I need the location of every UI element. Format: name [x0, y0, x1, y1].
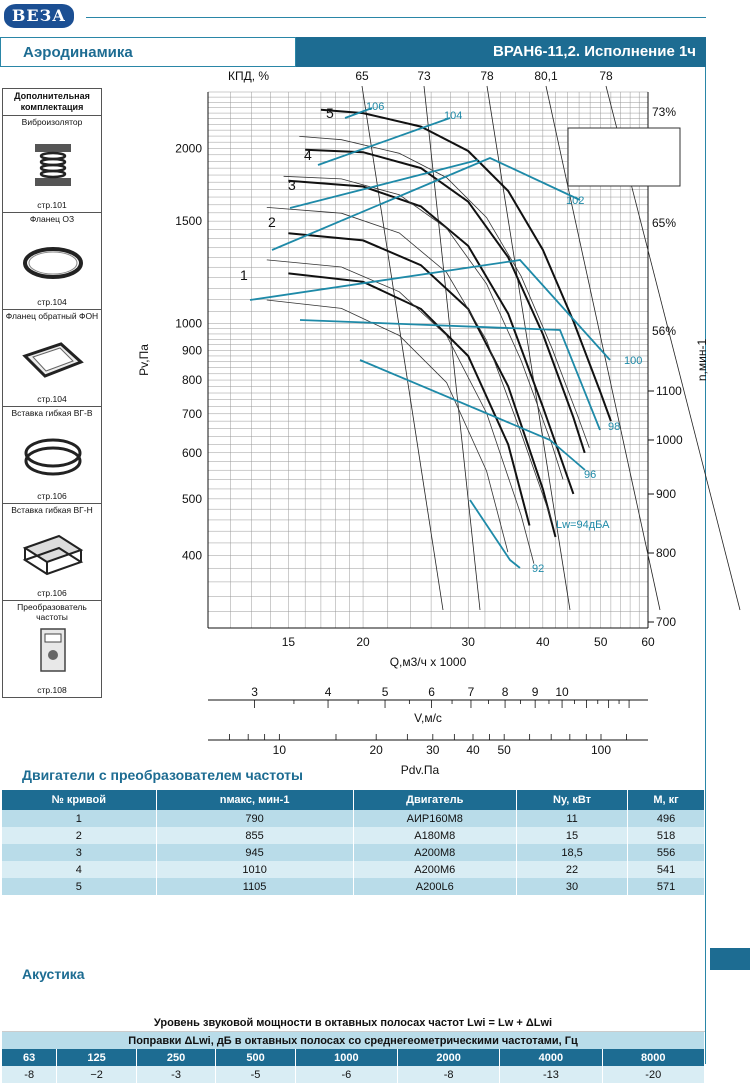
right-tick-label: 1000: [656, 433, 683, 447]
cell: 4: [2, 861, 156, 878]
cell: 1010: [156, 861, 353, 878]
motors-table: [2, 790, 705, 895]
x-tick-label: 60: [641, 635, 655, 649]
table-row: [2, 844, 705, 861]
legend-box: [568, 128, 680, 186]
freq-header: 4000: [500, 1049, 602, 1066]
accessory-name: Вставка гибкая ВГ-В: [11, 408, 93, 418]
cell: 22: [516, 861, 627, 878]
v-tick-label: 3: [251, 685, 258, 699]
y-tick-label: 800: [181, 373, 202, 388]
cell: 18,5: [516, 844, 627, 861]
freq-header: 250: [136, 1049, 215, 1066]
correction-value: -8: [2, 1066, 57, 1083]
curve-number-label: 1: [240, 267, 248, 283]
sound-level-line: [470, 500, 520, 568]
fan-curve-minor: [267, 300, 508, 552]
accessory-name: Фланец ОЗ: [29, 214, 75, 224]
right-tick-label: 1100: [656, 384, 682, 398]
cell: 11: [516, 810, 627, 827]
freq-header: 8000: [602, 1049, 704, 1066]
accessory-page: стр.104: [37, 297, 67, 307]
cell: 2: [2, 827, 156, 844]
correction-value: -5: [216, 1066, 295, 1083]
cell: 3: [2, 844, 156, 861]
x-axis-label: Q,м3/ч x 1000: [389, 655, 467, 669]
curve-number-label: 3: [288, 177, 296, 193]
page-tab-marker: [710, 948, 750, 970]
pdv-tick-label: 50: [497, 743, 511, 757]
sound-level-label: 98: [608, 421, 621, 433]
pdv-tick-label: 40: [466, 743, 480, 757]
x-tick-label: 40: [536, 635, 550, 649]
y-tick-label: 400: [181, 548, 202, 563]
accessory-name: Вставка гибкая ВГ-Н: [11, 505, 93, 515]
motors-title: Двигатели с преобразователем частоты: [22, 767, 303, 783]
pdv-tick-label: 30: [426, 743, 440, 757]
accessory-page: стр.108: [37, 685, 67, 695]
cell: АИР160М8: [353, 810, 516, 827]
table-row: [2, 878, 705, 895]
freq-header: 63: [2, 1049, 57, 1066]
cell: 5: [2, 878, 156, 895]
efficiency-tick-label: 78: [599, 69, 613, 83]
sidebar-header: Дополнительная комплектация: [3, 89, 101, 116]
efficiency-percent-label: 65%: [652, 216, 677, 230]
accessory-name: Фланец обратный ФОН: [5, 311, 99, 321]
model-title: ВРАН6-11,2. Исполнение 1ч: [493, 43, 696, 60]
v-tick-label: 6: [428, 685, 435, 699]
efficiency-percent-label: 73%: [652, 105, 677, 119]
cell: 541: [628, 861, 705, 878]
col-header: Двигатель: [353, 790, 516, 810]
cell: А200М8: [353, 844, 516, 861]
x-tick-label: 30: [461, 635, 475, 649]
correction-value: -3: [136, 1066, 215, 1083]
freq-header: 2000: [398, 1049, 500, 1066]
efficiency-axis-label: КПД, %: [228, 69, 270, 83]
accessory-name: Виброизолятор: [21, 117, 83, 127]
cell: А200М6: [353, 861, 516, 878]
cell: 945: [156, 844, 353, 861]
sound-level-label: 100: [624, 355, 643, 367]
table-row: [2, 827, 705, 844]
cell: 556: [628, 844, 705, 861]
pdv-tick-label: 20: [369, 743, 383, 757]
freq-header: 500: [216, 1049, 295, 1066]
correction-value: -8: [398, 1066, 500, 1083]
y-tick-label: 500: [181, 491, 202, 506]
sound-level-label: 96: [584, 469, 597, 481]
cell: 855: [156, 827, 353, 844]
cell: 790: [156, 810, 353, 827]
y-tick-label: 900: [181, 343, 202, 358]
cell: 30: [516, 878, 627, 895]
x-tick-label: 50: [594, 635, 608, 649]
cell: 1105: [156, 878, 353, 895]
x-tick-label: 20: [356, 635, 370, 649]
pdv-tick-label: 100: [590, 743, 612, 757]
v-tick-label: 7: [467, 685, 475, 699]
efficiency-tick-label: 73: [417, 69, 431, 83]
acoustics-caption: Поправки ΔLwi, дБ в октавных полосах со среднегеометрическими частотами, Гц: [2, 1032, 705, 1050]
v-tick-label: 4: [324, 685, 332, 699]
right-tick-label: 900: [656, 487, 677, 501]
freq-header: 125: [57, 1049, 136, 1066]
col-header: M, кг: [628, 790, 705, 810]
cell: А200L6: [353, 878, 516, 895]
efficiency-tick-label: 65: [355, 69, 369, 83]
col-header: nмакс, мин-1: [156, 790, 353, 810]
sound-level-label: 102: [566, 195, 585, 207]
cell: 571: [628, 878, 705, 895]
curve-number-label: 4: [304, 147, 312, 163]
correction-value: -6: [295, 1066, 397, 1083]
v-tick-label: 10: [555, 685, 569, 699]
right-tick-label: 700: [656, 615, 677, 629]
v-tick-label: 5: [381, 685, 389, 699]
y-axis-label: Pv,Па: [137, 344, 151, 376]
efficiency-tick-label: 78: [480, 69, 494, 83]
col-header: Ny, кВт: [516, 790, 627, 810]
acoustics-title: Акустика: [22, 966, 85, 982]
v-tick-label: 9: [531, 685, 539, 699]
fan-curve-minor: [267, 207, 552, 520]
accessory-page: стр.104: [37, 394, 67, 404]
y-tick-label: 1500: [175, 214, 202, 229]
cell: 518: [628, 827, 705, 844]
correction-value: -20: [602, 1066, 704, 1083]
pdv-tick-label: 10: [272, 743, 287, 757]
cell: 1: [2, 810, 156, 827]
section-title: Аэродинамика: [23, 44, 133, 61]
v-axis-label: V,м/с: [414, 711, 442, 725]
table-row: [2, 810, 705, 827]
curve-number-label: 5: [326, 105, 334, 121]
freq-header: 1000: [295, 1049, 397, 1066]
accessory-page: стр.106: [37, 588, 67, 598]
cell: 15: [516, 827, 627, 844]
right-tick-label: 800: [656, 546, 677, 560]
sound-level-label: Lw=94дБА: [556, 519, 610, 531]
acoustics-table: [2, 1014, 705, 1083]
accessory-name: Преобразователь частоты: [17, 602, 87, 622]
efficiency-percent-label: 56%: [652, 324, 677, 338]
cell: А180М8: [353, 827, 516, 844]
acoustics-formula: Уровень звуковой мощности в октавных полосах частот Lwi = Lw + ΔLwi: [2, 1014, 705, 1032]
pdv-axis-label: Pdv.Па: [400, 763, 440, 777]
right-axis-label: n,мин-1: [695, 338, 709, 382]
v-tick-label: 8: [501, 685, 509, 699]
cell: 496: [628, 810, 705, 827]
sound-level-label: 92: [532, 563, 545, 575]
curve-number-label: 2: [268, 214, 276, 230]
efficiency-tick-label: 80,1: [534, 69, 558, 83]
table-row: [2, 861, 705, 878]
sound-level-label: 104: [444, 110, 463, 122]
correction-value: -13: [500, 1066, 602, 1083]
correction-value: −2: [57, 1066, 136, 1083]
y-tick-label: 1000: [175, 316, 202, 331]
y-tick-label: 2000: [175, 141, 202, 156]
sound-level-line: [360, 360, 585, 470]
sound-level-label: 106: [366, 101, 385, 113]
veza-logo: ВЕЗА: [4, 4, 74, 28]
y-tick-label: 600: [181, 445, 202, 460]
y-tick-label: 700: [181, 406, 202, 421]
accessory-page: стр.106: [37, 491, 67, 501]
x-tick-label: 15: [281, 635, 296, 649]
col-header: № кривой: [2, 790, 156, 810]
accessory-page: стр.101: [37, 200, 67, 210]
